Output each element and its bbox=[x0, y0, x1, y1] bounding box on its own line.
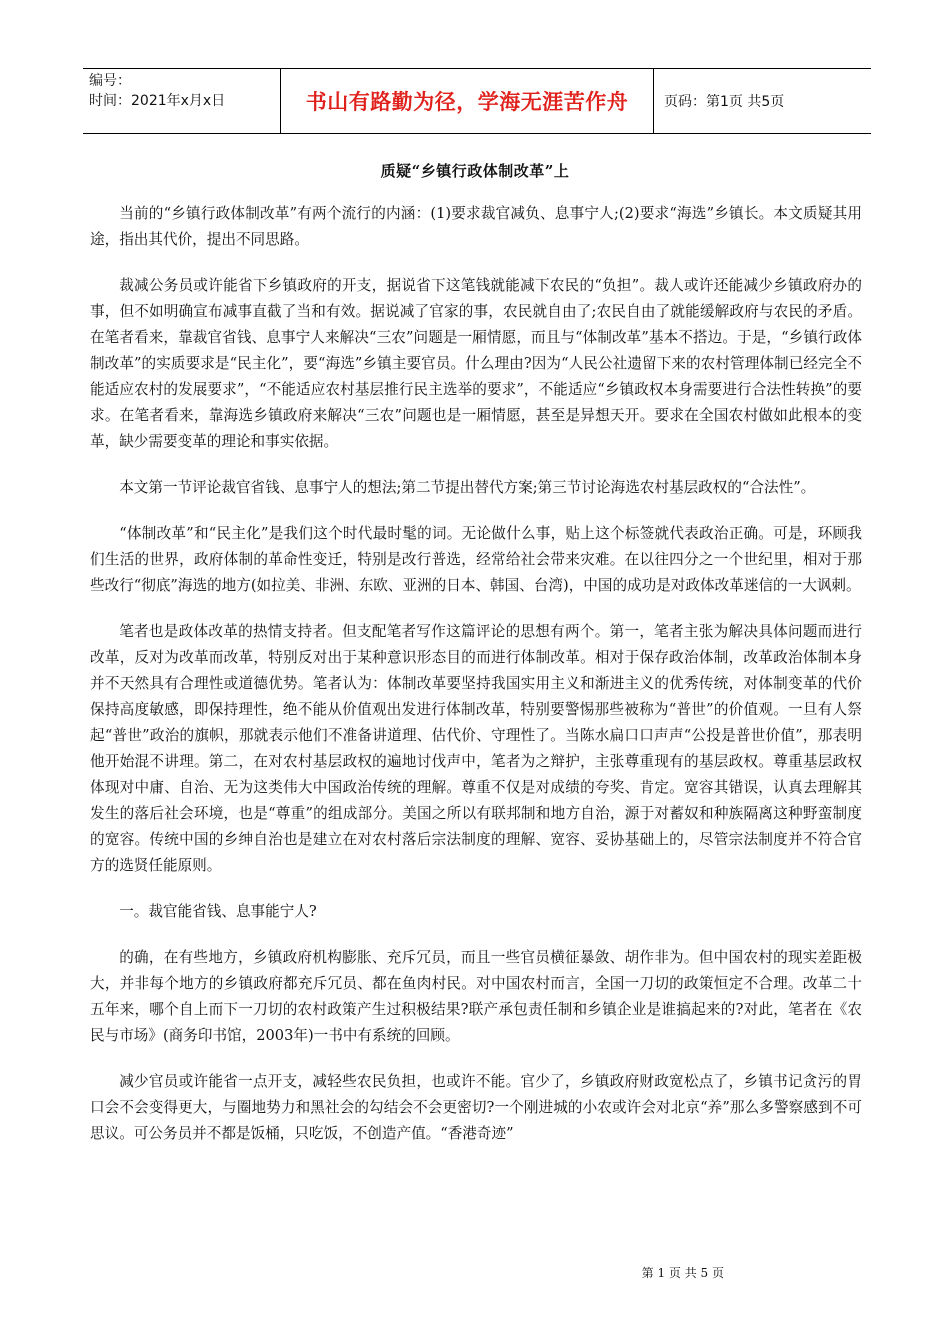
header-date: 时间：2021年x月x日 bbox=[89, 93, 226, 109]
paragraph: “体制改革”和“民主化”是我们这个时代最时髦的词。无论做什么事，贴上这个标签就代表政治正确。可是，环顾我们生活的世界，政府体制的革命性变迁，特别是改行普选，经常给社会带来灾难。在以往四分之一个世纪里，相对于那些改行“彻底”海选的地方(如拉美、非洲、东欧、亚洲的日本、韩国、台湾)，中国的成功是对政体改革迷信的一大讽刺。 bbox=[90, 525, 862, 594]
document-body bbox=[90, 201, 862, 1167]
footer-page-number: 第 1 页 共 5 页 bbox=[641, 1266, 724, 1280]
header-page-info: 页码：第1页 共5页 bbox=[664, 94, 785, 110]
paragraph: 的确，在有些地方，乡镇政府机构膨胀、充斥冗员，而且一些官员横征暴敛、胡作非为。但中国农村的现实差距极大，并非每个地方的乡镇政府都充斥冗员、都在鱼肉村民。对中国农村而言，全国一刀切的政策恒定不合理。改革二十五年来，哪个自上而下一刀切的农村政策产生过积极结果?联产承包责任制和乡镇企业是谁搞起来的?对此，笔者在《农民与市场》(商务印书馆，2003年)一书中有系统的回顾。 bbox=[90, 949, 862, 1044]
paragraph: 本文第一节评论裁官省钱、息事宁人的想法;第二节提出替代方案;第三节讨论海选农村基层政权的“合法性”。 bbox=[119, 479, 816, 496]
paragraph: 笔者也是政体改革的热情支持者。但支配笔者写作这篇评论的思想有两个。第一，笔者主张为解决具体问题而进行改革，反对为改革而改革，特别反对出于某种意识形态目的而进行体制改革。相对于保存政治体制，改革政治体制本身并不天然具有合理性或道德优势。笔者认为：体制改革要坚持我国实用主义和渐进主义的优秀传统，对体制变革的代价保持高度敏感，即保持理性，绝不能从价值观出发进行体制改革，特别要警惕那些被称为“普世”的价值观。一旦有人祭起“普世”政治的旗帜，那就表示他们不准备讲道理、估代价、守理性了。当陈水扁口口声声“公投是普世价值”，那表明他开始混不讲理。第二，在对农村基层政权的遍地讨伐声中，笔者为之辩护，主张尊重现有的基层政权。尊重基层政权体现对中庸、自治、无为这类伟大中国政治传统的理解。尊重不仅是对成绩的夸奖、肯定。宽容其错误，认真去理解其发生的落后社会环境，也是“尊重”的组成部分。美国之所以有联邦制和地方自治，源于对蓄奴和种族隔离这种野蛮制度的宽容。传统中国的乡绅自治也是建立在对农村落后宗法制度的理解、宽容、妥协基础上的，尽管宗法制度并不符合官方的选贤任能原则。 bbox=[90, 623, 862, 874]
paragraph: 裁减公务员或许能省下乡镇政府的开支，据说省下这笔钱就能减下农民的“负担”。裁人或许还能减少乡镇政府办的事，但不如明确宣布减事直截了当和有效。据说减了官家的事，农民就自由了;农民自由了就能缓解政府与农民的矛盾。在笔者看来，靠裁官省钱、息事宁人来解决“三农”问题是一厢情愿，而且与“体制改革”基本不搭边。于是，“乡镇行政体制改革”的实质要求是“民主化”，要“海选”乡镇主要官员。什么理由?因为“人民公社遗留下来的农村管理体制已经完全不能适应农村的发展要求”，“不能适应农村基层推行民主选举的要求”，不能适应“乡镇政权本身需要进行合法性转换”的要求。在笔者看来，靠海选乡镇政府来解决“三农”问题也是一厢情愿，甚至是异想天开。要求在全国农村做如此根本的变革，缺少需要变革的理论和事实依据。 bbox=[90, 277, 862, 450]
header-meta bbox=[83, 69, 281, 133]
paragraph: 当前的“乡镇行政体制改革”有两个流行的内涵：(1)要求裁官减负、息事宁人;(2)要求“海选”乡镇长。本文质疑其用途，指出其代价，提出不同思路。 bbox=[90, 205, 862, 248]
paragraph: 减少官员或许能省一点开支，减轻些农民负担，也或许不能。官少了，乡镇政府财政宽松点了，乡镇书记贪污的胃口会不会变得更大，与圈地势力和黑社会的勾结会不会更密切?一个刚进城的小农或许会对北京“养”那么多警察感到不可思议。可公务员并不都是饭桶，只吃饭，不创造产值。“香港奇迹” bbox=[90, 1073, 862, 1142]
document-title: 质疑“乡镇行政体制改革”上 bbox=[380, 162, 570, 180]
section-heading: 一。裁官能省钱、息事能宁人? bbox=[119, 903, 317, 920]
document-header bbox=[83, 68, 871, 134]
header-number: 编号： bbox=[89, 73, 131, 89]
header-motto: 书山有路勤为径，学海无涯苦作舟 bbox=[281, 69, 654, 133]
